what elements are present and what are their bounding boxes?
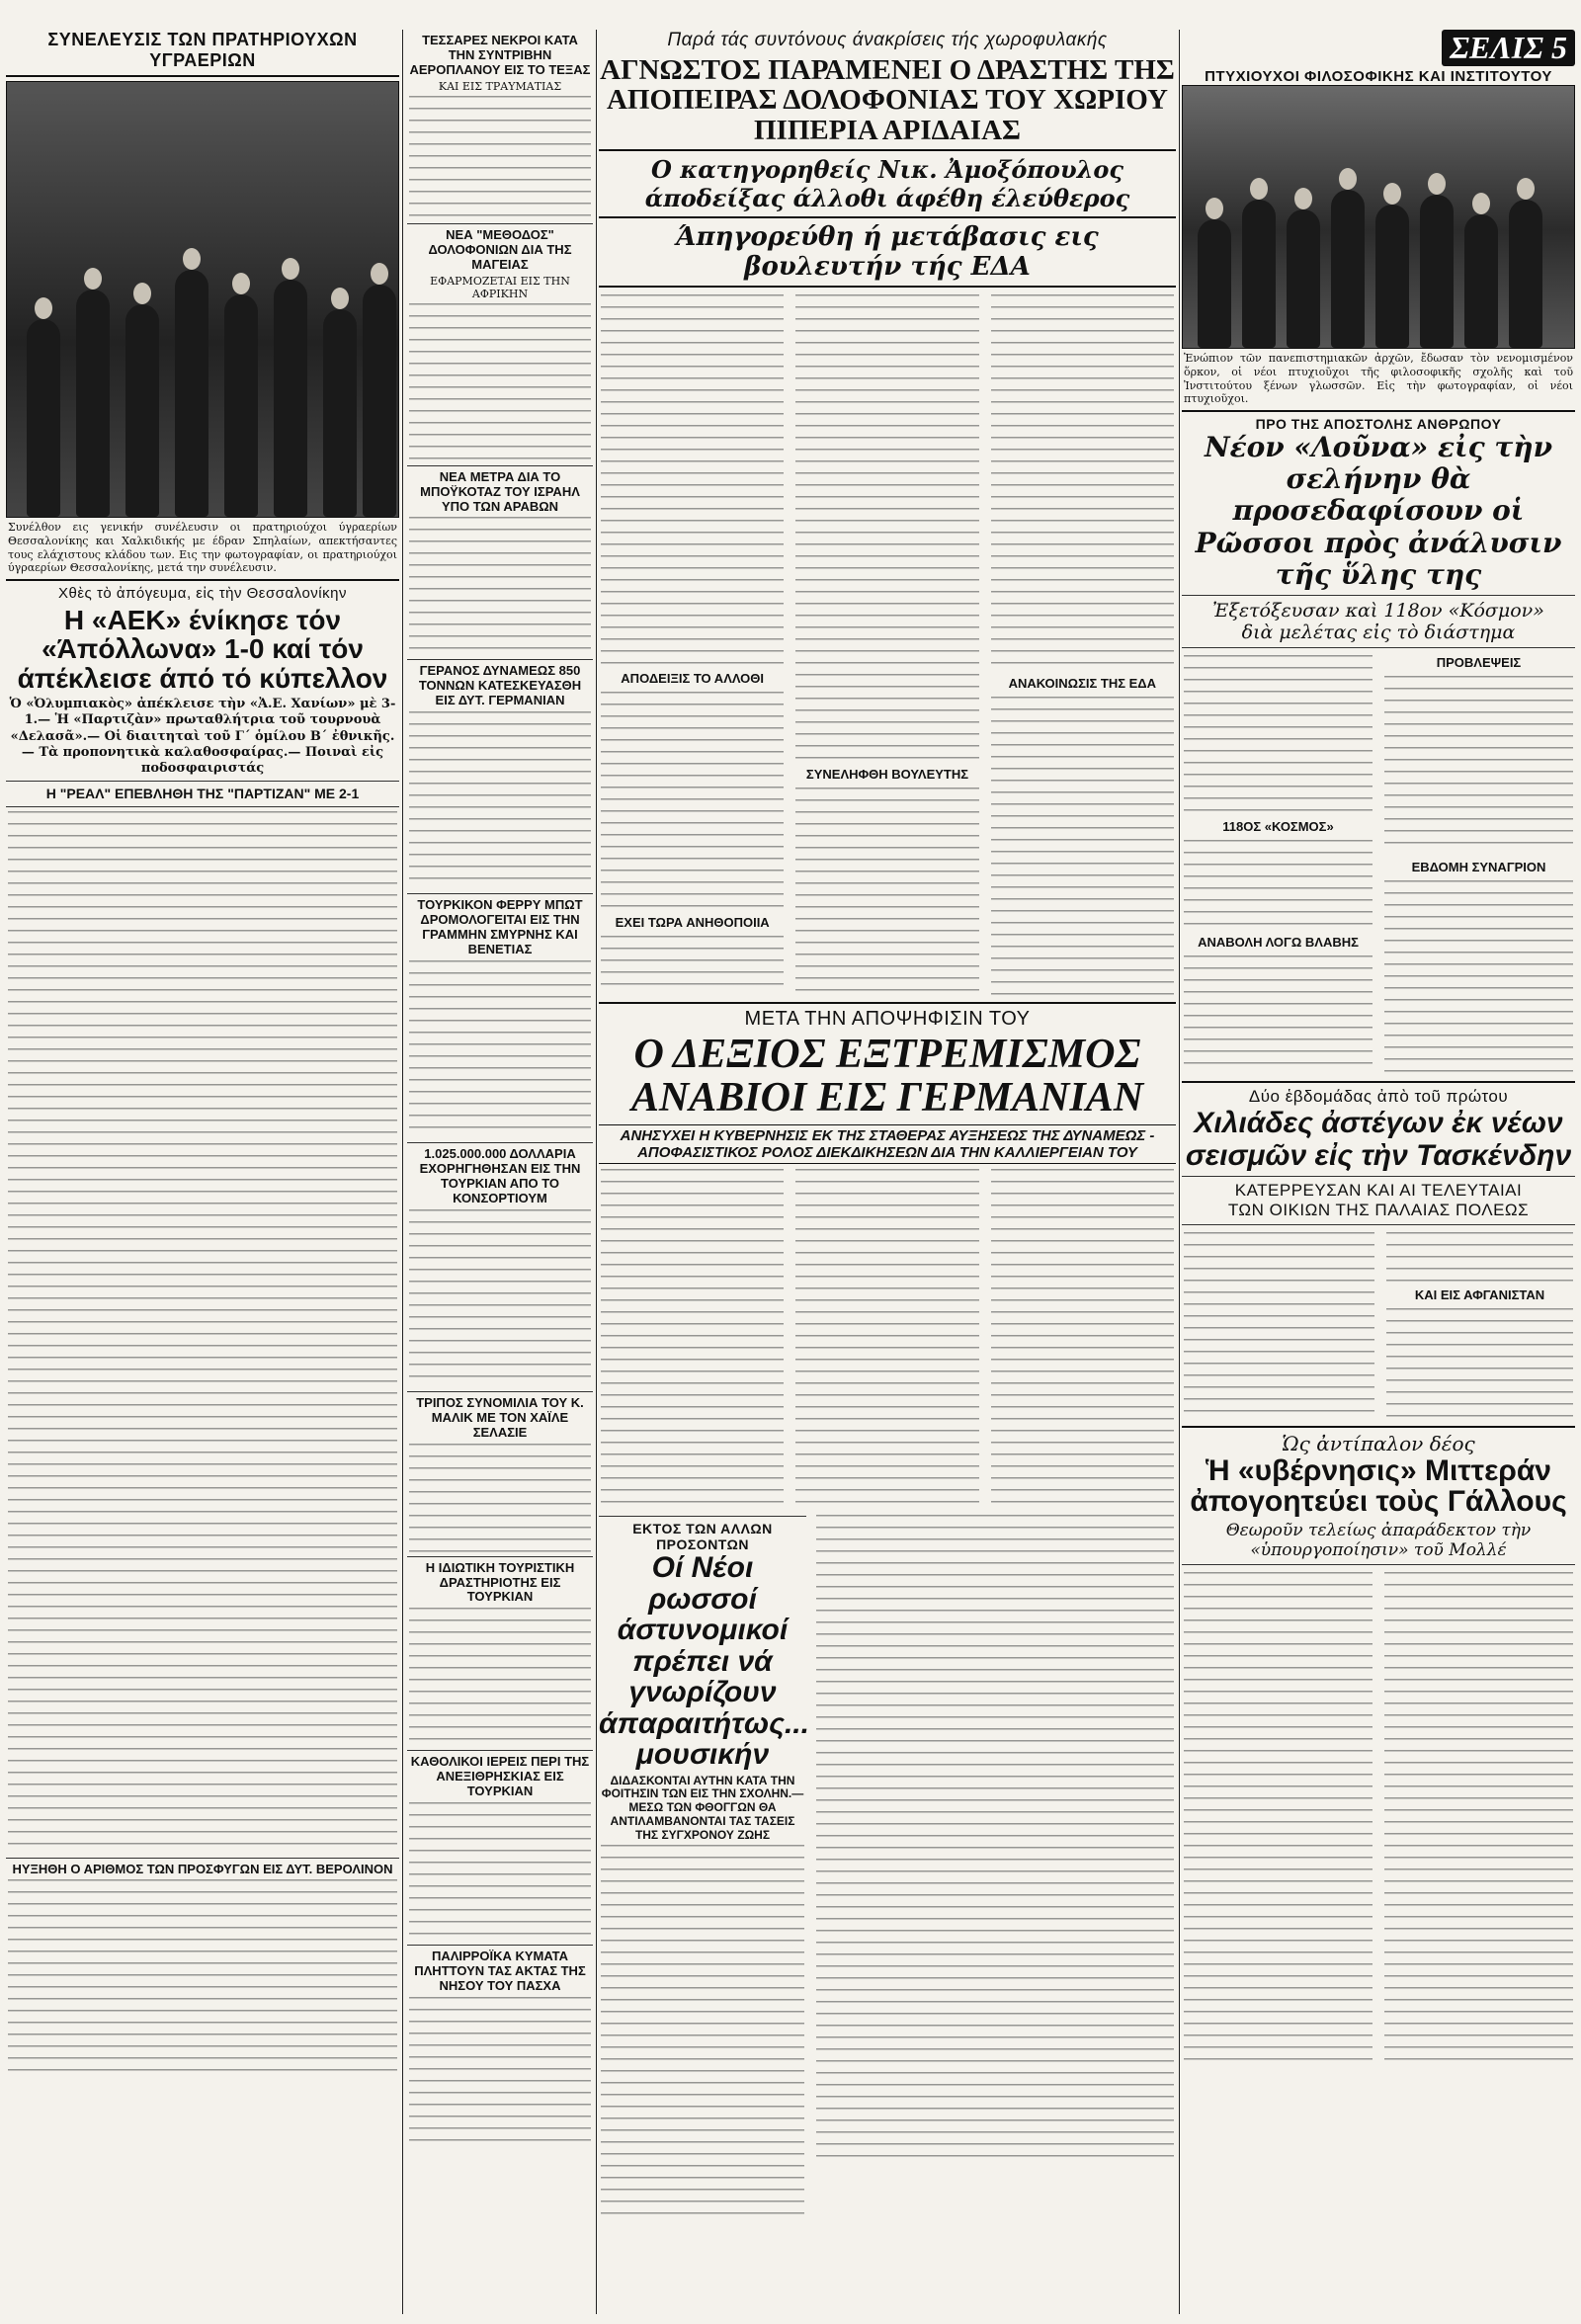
moon-article <box>1182 652 1575 1077</box>
subhead-cosmos: 118ΟΣ «ΚΟΣΜΟΣ» <box>1222 818 1334 834</box>
germany-headline: Ο ΔΕΞΙΟΣ ΕΞΤΡΕΜΙΣΜΟΣ ΑΝΑΒΙΟΙ ΕΙΣ ΓΕΡΜΑΝΙΑΝ <box>630 1032 1144 1121</box>
brief-headline-catholic: ΚΑΘΟΛΙΚΟΙ ΙΕΡΕΙΣ ΠΕΡΙ ΤΗΣ ΑΝΕΞΙΘΡΗΣΚΙΑΣ ΕΙΣ ΤΟΥΡΚΙΑΝ <box>410 1754 590 1799</box>
quake-kicker: Δύο ἑβδομάδας ἀπὸ τοῦ πρώτου <box>1248 1086 1509 1106</box>
page-number-logo: ΣΕΛΙΣ 5 <box>1442 30 1575 66</box>
brief-subhead: ΚΑΙ ΕΙΣ ΤΡΑΥΜΑΤΙΑΣ <box>438 79 562 93</box>
sport-subhead: Ὁ «Ὀλυμπιακὸς» ἀπέκλεισε τὴν «Ἀ.Ε. Χανίων» μὲ 3-1.— Ἡ «Παρτιζὰν» πρωταθλήτρια τοῦ τουρνουὰ «Δελασᾶ».— Οἱ διαιτηταὶ τοῦ Γ΄ ὁμίλου Β΄ ἐθνικῆς.— Τὰ προπονητικὰ καλαθοσφαίρας.— Ποιναὶ εἰς ποδοσφαιριστάς <box>9 697 396 777</box>
moon-kicker: ΠΡΟ ΤΗΣ ΑΠΟΣΤΟΛΗΣ ΑΝΘΡΩΠΟΥ <box>1255 416 1502 432</box>
subhead-afghanistan: ΚΑΙ ΕΙΣ ΑΦΓΑΝΙΣΤΑΝ <box>1414 1286 1545 1302</box>
column-center <box>599 30 1176 2314</box>
germany-subhead: ΑΝΗΣΥΧΕΙ Η ΚΥΒΕΡΝΗΣΙΣ ΕΚ ΤΗΣ ΣΤΑΘΕΡΑΣ ΑΥΞΗΣΕΩΣ ΤΗΣ ΔΥΝΑΜΕΩΣ - ΑΠΟΦΑΣΙΣΤΙΚΟΣ ΡΟΛΟΣ ΔΙΕΚΔΙΚΗΣΕΩΝ ΔΙΑ ΤΗΝ ΚΑΛΛΙΕΡΓΕΙΑΝ ΤΟΥ <box>599 1124 1176 1165</box>
column-right <box>1182 30 1575 2314</box>
moon-subhead: Ἐξετόξευσαν καὶ 118ον «Κόσμον» <box>1212 599 1544 622</box>
russian-police-story <box>599 1512 809 2223</box>
graduates-caption: Ἐνώπιον τῶν πανεπιστημιακῶν ἀρχῶν, ἔδωσαν τὸν νενομισμένον ὅρκον, οἱ νέοι πτυχιοῦχοι τῆς φιλοσοφικῆς σχολῆς καὶ τοῦ Ἰνστιτούτου ξένων γλωσσῶν. Εἰς τὴν φωτογραφίαν, οἱ νέοι πτυχιοῦχοι. <box>1184 352 1573 406</box>
photo-caption: Συνέλθον εις γενικήν συνέλευσιν οι πρατηριούχοι ύγραερίων Θεσσαλονίκης και Χαλκιδικής με έδραν Σπηλαίων, απεκτήσαντες τους ελάχιστους κλάδου των. Εις την φωτογραφίαν, οι πρατηριούχοι ύγραερίων Θεσσαλονίκης, μετά την συνέλευσιν. <box>8 521 397 575</box>
brief-headline-ferry: ΤΟΥΡΚΙΚΟΝ ΦΕΡΡΥ ΜΠΩΤ ΔΡΟΜΟΛΟΓΕΙΤΑΙ ΕΙΣ ΤΗΝ ΓΡΑΜΜΗΝ ΣΜΥΡΝΗΣ ΚΑΙ ΒΕΝΕΤΙΑΣ <box>417 897 583 957</box>
subhead-anabole: ΑΝΑΒΟΛΗ ΛΟΓΩ ΒΛΑΒΗΣ <box>1198 934 1359 950</box>
brief-headline-tourism: Η ΙΔΙΩΤΙΚΗ ΤΟΥΡΙΣΤΙΚΗ ΔΡΑΣΤΗΡΙΟΤΗΣ ΕΙΣ ΤΟΥΡΚΙΑΝ <box>425 1559 575 1605</box>
sport-kicker: Χθὲς τὸ ἀπόγευμα, εἰς τὴν Θεσσαλονίκην <box>58 585 347 602</box>
lead-subhead: Ο κατηγορηθείς Νικ. Ἀμοξόπουλος <box>650 155 1124 185</box>
moon-subhead-2: διὰ μελέτας εἰς τὸ διάστημα <box>1241 621 1516 643</box>
brief-headline-geranos: ΓΕΡΑΝΟΣ ΔΥΝΑΜΕΩΣ 850 ΤΟΝΝΩΝ ΚΑΤΕΣΚΕΥΑΣΘΗ ΕΙΣ ΔΥΤ. ΓΕΡΜΑΝΙΑΝ <box>418 663 582 708</box>
brief-headline-texas: ΤΕΣΣΑΡΕΣ ΝΕΚΡΟΙ ΚΑΤΑ ΤΗΝ ΣΥΝΤΡΙΒΗΝ ΑΕΡΟΠΛΑΝΟΥ ΕΙΣ ΤΟ ΤΕΞΑΣ <box>409 33 591 77</box>
quake-headline: Χιλιάδες ἀστέγων ἐκ νέων σεισμῶν εἰς τὴν Τασκένδην <box>1185 1106 1572 1172</box>
quake-subhead-2: ΤΩΝ ΟΙΚΙΩΝ ΤΗΣ ΠΑΛΑΙΑΣ ΠΟΛΕΩΣ <box>1227 1200 1530 1219</box>
sport-line: Η "ΡΕΑΛ" ΕΠΕΒΛΗΘΗ ΤΗΣ "ΠΑΡΤΙΖΑΝ" ΜΕ 2-1 <box>45 786 360 802</box>
lead-subhead-2: άποδείξας άλλοθι άφέθη έλεύθερος <box>644 184 1130 213</box>
germany-kicker: ΜΕΤΑ ΤΗΝ ΑΠΟΨΗΦΙΣΙΝ ΤΟΥ <box>744 1008 1031 1031</box>
lead-kicker: Παρά τάς συντόνους άνακρίσεις τής χωροφυλακής <box>667 30 1108 50</box>
brief-headline-malik: ΤΡΙΠΟΣ ΣΥΝΟΜΙΛΙΑ ΤΟΥ Κ. ΜΑΛΙΚ ΜΕ ΤΟΝ ΧΑΪΛΕ ΣΕΛΑΣΙΕ <box>416 1394 584 1440</box>
lead-article <box>599 291 1176 998</box>
headline-prosfyges: ΗΥΞΗΘΗ Ο ΑΡΙΘΜΟΣ ΤΩΝ ΠΡΟΣΦΥΓΩΝ ΕΙΣ ΔΥΤ. ΒΕΡΟΛΙΝΟΝ <box>12 1861 393 1876</box>
headline-pratirioychoi: ΣΥΝΕΛΕΥΣΙΣ ΤΩΝ ΠΡΑΤΗΡΙΟΥΧΩΝ ΥΓΡΑΕΡΙΩΝ <box>47 30 358 70</box>
column-left <box>6 30 399 2314</box>
group-photo <box>6 81 399 518</box>
secondary-headline: Άπηγορεύθη ή μετάβασις εις βουλευτήν τής ΕΔΑ <box>676 222 1099 283</box>
column-briefs <box>407 30 593 2314</box>
quake-article <box>1182 1229 1575 1422</box>
france-article <box>1182 1569 1575 2063</box>
article-body <box>8 811 397 1854</box>
lead-headline: ΑΓΝΩΣΤΟΣ ΠΑΡΑΜΕΝΕΙ Ο ΔΡΑΣΤΗΣ ΤΗΣ ΑΠΟΠΕΙΡΑΣ ΔΟΛΟΦΟΝΙΑΣ ΤΟΥ ΧΩΡΙΟΥ ΠΙΠΕΡΙΑ ΑΡΙΔΑΙΑΣ <box>600 54 1175 146</box>
column-rule <box>402 30 403 2314</box>
subhead-alibi: ΑΠΟΔΕΙΞΙΣ ΤΟ ΑΛΛΟΘΙ <box>621 671 765 687</box>
france-headline: Ἡ «υβέρνησις» Μιττεράν ἀπογοητεύει τοὺς Γάλλους <box>1190 1453 1567 1519</box>
subhead-provlepseis: ΠΡΟΒΛΕΨΕΙΣ <box>1436 654 1522 670</box>
russia-subhead: ΔΙΔΑΣΚΟΝΤΑΙ ΑΥΤΗΝ ΚΑΤΑ ΤΗΝ ΦΟΙΤΗΣΙΝ ΤΩΝ ΕΙΣ ΤΗΝ ΣΧΟΛΗΝ.— ΜΕΣΩ ΤΩΝ ΦΘΟΓΓΩΝ ΘΑ ΑΝΤΙΛΑΜΒΑΝΟΝΤΑΙ ΤΑΣ ΤΑΣΕΙΣ ΤΗΣ ΣΥΓΧΡΟΝΟΥ ΖΩΗΣ <box>601 1773 804 1842</box>
column-rule <box>1179 30 1180 2314</box>
subhead-synelifthi: ΣΥΝΕΛΗΦΘΗ ΒΟΥΛΕΥΤΗΣ <box>805 767 969 783</box>
article-body <box>8 1879 397 2077</box>
france-kicker: Ὡς ἀντίπαλον δέος <box>1282 1431 1475 1455</box>
germany-article <box>599 1166 1176 1512</box>
sport-headline: Η «ΑΕΚ» ένίκησε τόν «Άπόλλωνα» 1-0 καί τόν άπέκλεισε άπό τό κύπελλον <box>17 605 388 694</box>
subhead-synagrion: ΕΒΔΟΜΗ ΣΥΝΑΓΡΙΟΝ <box>1411 859 1546 874</box>
brief-headline-dollaria: 1.025.000.000 ΔΟΛΛΑΡΙΑ ΕΧΟΡΗΓΗΘΗΣΑΝ ΕΙΣ ΤΗΝ ΤΟΥΡΚΙΑΝ ΑΠΟ ΤΟ ΚΟΝΣΟΡΤΙΟΥΜ <box>419 1146 581 1205</box>
subhead-eda: ΑΝΑΚΟΙΝΩΣΙΣ ΤΗΣ ΕΔΑ <box>1008 676 1157 692</box>
headline-ptychioychoi: ΠΤΥΧΙΟΥΧΟΙ ΦΙΛΟΣΟΦΙΚΗΣ ΚΑΙ ΙΝΣΤΙΤΟΥΤΟΥ <box>1205 68 1552 85</box>
bottom-row <box>599 1512 1176 2223</box>
russia-headline: Οί Νέοι ρωσσοί άστυνομικοί πρέπει νά γνωρίζουν άπαραιτήτως... μουσικήν <box>599 1551 809 1771</box>
russia-kicker: ΕΚΤΟΣ ΤΩΝ ΑΛΛΩΝ ΠΡΟΣΟΝΤΩΝ <box>632 1521 773 1552</box>
brief-subhead: ΕΦΑΡΜΟΖΕΤΑΙ ΕΙΣ ΤΗΝ ΑΦΡΙΚΗΝ <box>430 274 570 300</box>
france-subhead: Θεωροῦν τελείως ἀπαράδεκτον τὴν «ὑπουργοποίησιν» τοῦ Μολλέ <box>1225 1520 1532 1560</box>
column-rule <box>596 30 597 2314</box>
brief-headline-israel: ΝΕΑ ΜΕΤΡΑ ΔΙΑ ΤΟ ΜΠΟΫΚΟΤΑΖ ΤΟΥ ΙΣΡΑΗΛ ΥΠΟ ΤΩΝ ΑΡΑΒΩΝ <box>420 468 580 514</box>
graduates-photo <box>1182 85 1575 349</box>
germany-article-continued <box>816 1515 1174 2157</box>
quake-subhead: ΚΑΤΕΡΡΕΥΣΑΝ ΚΑΙ ΑΙ ΤΕΛΕΥΤΑΙΑΙ <box>1234 1180 1523 1200</box>
subhead-anithopoiia: ΕΧΕΙ ΤΩΡΑ ΑΝΗΘΟΠΟΙΙΑ <box>615 915 770 931</box>
brief-headline-tides: ΠΑΛΙΡΡΟΪΚΑ ΚΥΜΑΤΑ ΠΛΗΤΤΟΥΝ ΤΑΣ ΑΚΤΑΣ ΤΗΣ ΝΗΣΟΥ ΤΟΥ ΠΑΣΧΑ <box>414 1949 586 1994</box>
brief-headline-mageia: ΝΕΑ "ΜΕΘΟΔΟΣ" ΔΟΛΟΦΟΝΙΩΝ ΔΙΑ ΤΗΣ ΜΑΓΕΙΑΣ <box>428 226 572 272</box>
moon-headline: Νέον «Λοῦνα» εἰς τὴν σελήνην θὰ προσεδαφίσουν οἱ Ρῶσσοι πρὸς ἀνάλυσιν τῆς ὕλης της <box>1195 431 1562 591</box>
